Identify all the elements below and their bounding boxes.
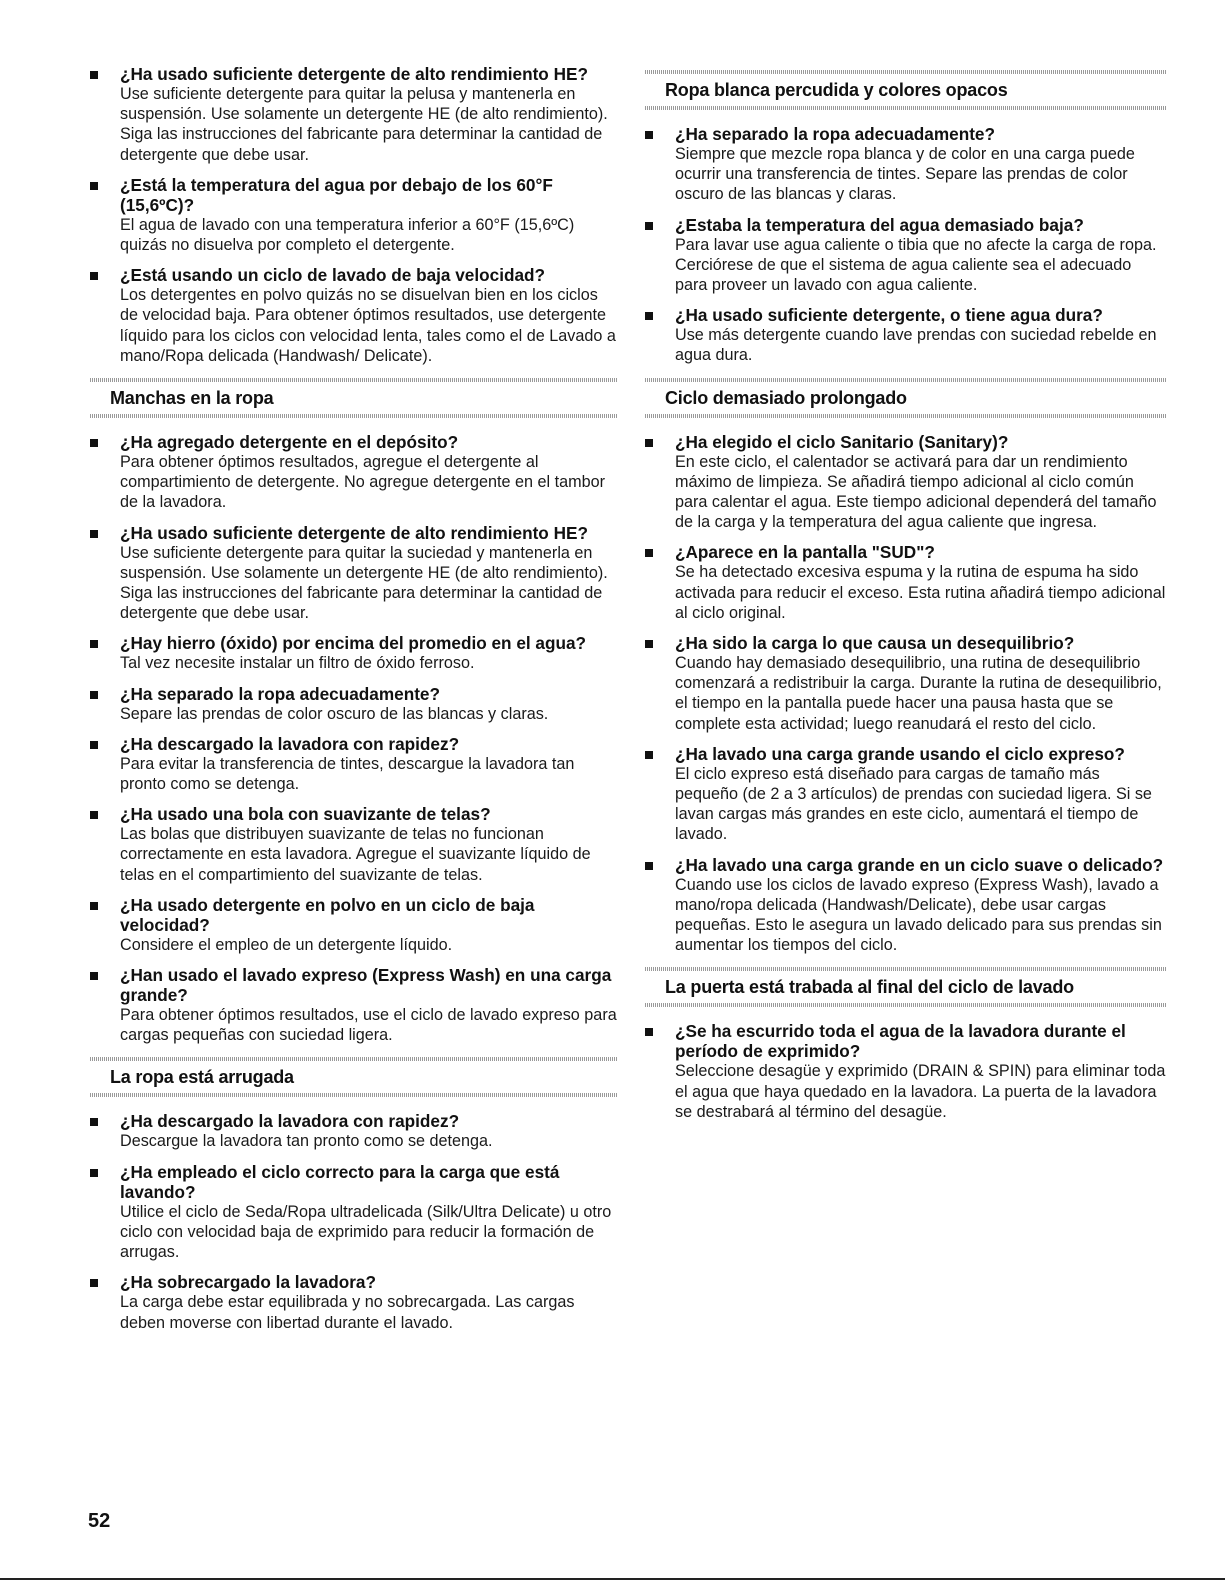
question: ¿Ha elegido el ciclo Sanitario (Sanitary)? xyxy=(675,431,1009,452)
section-divider xyxy=(645,414,1167,418)
section-list xyxy=(90,432,618,1045)
question: ¿Ha empleado el ciclo correcto para la carga que está lavando? xyxy=(120,1161,560,1202)
section-header xyxy=(90,1057,618,1097)
section-divider xyxy=(90,1057,618,1061)
answer: Para lavar use agua caliente o tibia que no afecte la carga de ropa. Cerciórese de que el sistema de agua caliente sea el adecuado para proveer un lavado con agua caliente. xyxy=(675,235,1157,295)
list-item xyxy=(645,633,1167,734)
left-column xyxy=(90,64,618,1343)
section-divider xyxy=(90,378,618,382)
question: ¿Ha sobrecargado la lavadora? xyxy=(120,1272,376,1293)
answer: Use suficiente detergente para quitar la pelusa y mantenerla en suspensión. Use solamente un detergente HE (de alto rendimiento). Siga las instrucciones del fabricante para determinar la cantidad de detergente que debe usar. xyxy=(120,85,608,164)
question: ¿Se ha escurrido toda el agua de la lavadora durante el período de exprimido? xyxy=(675,1021,1126,1062)
question: ¿Han usado el lavado expreso (Express Wash) en una carga grande? xyxy=(120,965,612,1006)
list-item xyxy=(90,633,618,673)
question: ¿Está la temperatura del agua por debajo de los 60°F (15,6ºC)? xyxy=(120,174,553,215)
answer: Para evitar la transferencia de tintes, descargue la lavadora tan pronto como se detenga. xyxy=(120,754,575,794)
bullet-icon xyxy=(645,862,653,870)
section-divider xyxy=(645,106,1167,110)
footer-divider xyxy=(0,1578,1225,1580)
section-divider xyxy=(645,967,1167,971)
answer: Use suficiente detergente para quitar la suciedad y mantenerla en suspensión. Use solamente un detergente HE (de alto rendimiento). Siga las instrucciones del fabricante para determinar la cantidad de detergente que debe usar. xyxy=(120,543,608,623)
answer: Use más detergente cuando lave prendas con suciedad rebelde en agua dura. xyxy=(675,326,1157,365)
question: ¿Estaba la temperatura del agua demasiado baja? xyxy=(675,214,1084,235)
answer: Tal vez necesite instalar un filtro de óxido ferroso. xyxy=(120,654,475,673)
section-title: La ropa está arrugada xyxy=(110,1067,294,1088)
right-column xyxy=(645,70,1167,1132)
list-item xyxy=(645,305,1167,365)
bullet-icon xyxy=(645,549,653,557)
answer: Utilice el ciclo de Seda/Ropa ultradelicada (Silk/Ultra Delicate) u otro ciclo con velocidad baja de exprimido para reducir la formación de arrugas. xyxy=(120,1202,612,1262)
bullet-icon xyxy=(645,1028,653,1036)
section-list xyxy=(90,1111,618,1332)
bullet-icon xyxy=(90,691,98,699)
bullet-icon xyxy=(90,972,98,980)
answer: Para obtener óptimos resultados, use el ciclo de lavado expreso para cargas pequeñas con suciedad ligera. xyxy=(120,1006,617,1045)
question: ¿Ha lavado una carga grande usando el ciclo expreso? xyxy=(675,743,1125,764)
question: ¿Hay hierro (óxido) por encima del promedio en el agua? xyxy=(120,633,587,654)
question: ¿Ha usado detergente en polvo en un ciclo de baja velocidad? xyxy=(120,894,535,935)
section-divider xyxy=(90,414,618,418)
bullet-icon xyxy=(90,71,98,79)
answer: Seleccione desagüe y exprimido (DRAIN & SPIN) para eliminar toda el agua que haya quedado en la lavadora. La puerta de la lavadora se destrabará al término del desagüe. xyxy=(675,1062,1166,1121)
list-item xyxy=(90,432,618,513)
question: ¿Está usando un ciclo de lavado de baja velocidad? xyxy=(120,265,546,286)
list-item xyxy=(645,855,1167,956)
list-item xyxy=(645,432,1167,533)
answer: Descargue la lavadora tan pronto como se detenga. xyxy=(120,1132,493,1151)
bullet-icon xyxy=(90,902,98,910)
section-list xyxy=(645,1021,1167,1122)
list-item xyxy=(90,804,618,885)
bullet-icon xyxy=(645,439,653,447)
question: ¿Ha lavado una carga grande en un ciclo suave o delicado? xyxy=(675,854,1164,875)
question: ¿Ha descargado la lavadora con rapidez? xyxy=(120,1111,460,1132)
answer: Siempre que mezcle ropa blanca y de color en una carga puede ocurrir una transferencia de tintes. Separe las prendas de color oscuro de las blancas y claras. xyxy=(675,145,1135,204)
bullet-icon xyxy=(90,1118,98,1126)
list-item xyxy=(645,124,1167,205)
list-item xyxy=(645,215,1167,296)
section-header xyxy=(645,70,1167,110)
list-item xyxy=(90,965,618,1045)
section-divider xyxy=(90,1093,618,1097)
answer: La carga debe estar equilibrada y no sobrecargada. Las cargas deben moverse con libertad durante el lavado. xyxy=(120,1293,575,1332)
section-header xyxy=(90,378,618,418)
answer: Considere el empleo de un detergente líquido. xyxy=(120,935,453,954)
question: ¿Ha usado suficiente detergente de alto rendimiento HE? xyxy=(120,522,588,543)
list-item xyxy=(90,64,618,165)
bullet-icon xyxy=(90,811,98,819)
section-title: Ciclo demasiado prolongado xyxy=(665,387,907,408)
answer: Los detergentes en polvo quizás no se disuelvan bien en los ciclos de velocidad baja. Para obtener óptimos resultados, use detergente líquido para los ciclos con velocidad lenta, tales como el de Lavado a mano/Ropa delicada (Handwash/ Delicate). xyxy=(120,286,616,365)
section-header xyxy=(645,378,1167,418)
answer: El ciclo expreso está diseñado para cargas de tamaño más pequeño (de 2 a 3 artículos) de prendas con suciedad ligera. Si se lavan cargas más grandes en este ciclo, aumentará el tiempo de lavado. xyxy=(675,764,1152,844)
bullet-icon xyxy=(645,222,653,230)
list-item xyxy=(90,1272,618,1332)
answer: Separe las prendas de color oscuro de las blancas y claras. xyxy=(120,704,549,723)
section-divider xyxy=(645,70,1167,74)
list-item xyxy=(90,734,618,794)
list-item xyxy=(90,684,618,724)
bullet-icon xyxy=(90,182,98,190)
answer: Cuando hay demasiado desequilibrio, una rutina de desequilibrio comenzará a redistribuir la carga. Durante la rutina de desequilibrio, el tiempo en la pantalla puede hacer una pausa hasta que se complete esta actividad; luego reanudará el resto del ciclo. xyxy=(675,654,1162,733)
bullet-icon xyxy=(90,640,98,648)
list-item xyxy=(645,744,1167,845)
list-item xyxy=(90,265,618,366)
bullet-icon xyxy=(645,751,653,759)
section-divider xyxy=(645,378,1167,382)
question: ¿Ha sido la carga lo que causa un desequilibrio? xyxy=(675,633,1075,654)
answer: Las bolas que distribuyen suavizante de telas no funcionan correctamente en esta lavadora. Agregue el suavizante líquido de telas en el compartimiento del suavizante de telas. xyxy=(120,825,591,884)
list-item xyxy=(90,1162,618,1263)
bullet-icon xyxy=(645,312,653,320)
list-item xyxy=(90,1111,618,1151)
question: ¿Ha descargado la lavadora con rapidez? xyxy=(120,733,460,754)
section-title: Ropa blanca percudida y colores opacos xyxy=(665,80,1008,100)
bullet-icon xyxy=(90,741,98,749)
bullet-icon xyxy=(90,530,98,538)
list-item xyxy=(90,895,618,955)
answer: Para obtener óptimos resultados, agregue el detergente al compartimiento de detergente. No agregue detergente en el tambor de la lavadora. xyxy=(120,453,606,512)
question: ¿Ha separado la ropa adecuadamente? xyxy=(120,683,440,704)
bullet-icon xyxy=(90,1169,98,1177)
question: ¿Ha agregado detergente en el depósito? xyxy=(120,432,459,453)
question: ¿Ha usado una bola con suavizante de telas? xyxy=(120,804,491,825)
list-item xyxy=(90,523,618,624)
section-title: La puerta está trabada al final del ciclo de lavado xyxy=(665,977,1074,998)
page-number: 52 xyxy=(88,1510,111,1532)
bullet-icon xyxy=(90,1279,98,1287)
bullet-icon xyxy=(645,131,653,139)
bullet-icon xyxy=(90,272,98,280)
list-item xyxy=(90,175,618,255)
section-header xyxy=(645,967,1167,1007)
answer: Cuando use los ciclos de lavado expreso (Express Wash), lavado a mano/ropa delicada (Handwash/Delicate), debe usar cargas pequeñas. Esto le asegura un lavado delicado para sus prendas sin aumentar los tiempos del ciclo. xyxy=(675,875,1162,955)
question: ¿Ha separado la ropa adecuadamente? xyxy=(675,124,995,144)
question: ¿Ha usado suficiente detergente de alto rendimiento HE? xyxy=(120,64,588,84)
section-divider xyxy=(645,1003,1167,1007)
question: ¿Aparece en la pantalla "SUD"? xyxy=(675,542,935,563)
bullet-icon xyxy=(645,640,653,648)
answer: El agua de lavado con una temperatura inferior a 60°F (15,6ºC) quizás no disuelva por completo el detergente. xyxy=(120,215,575,255)
question: ¿Ha usado suficiente detergente, o tiene agua dura? xyxy=(675,305,1103,326)
section-list xyxy=(645,124,1167,366)
list-item xyxy=(645,542,1167,623)
section-title: Manchas en la ropa xyxy=(110,388,274,409)
intro-list xyxy=(90,64,618,366)
list-item xyxy=(645,1021,1167,1122)
section-list xyxy=(645,432,1167,956)
answer: Se ha detectado excesiva espuma y la rutina de espuma ha sido activada para reducir el exceso. Esta rutina añadirá tiempo adicional al ciclo original. xyxy=(675,563,1166,622)
answer: En este ciclo, el calentador se activará para dar un rendimiento máximo de limpieza. Se añadirá tiempo adicional al ciclo común para calentar el agua. Este tiempo adicional dependerá del tamaño de la carga y la temperatura del agua caliente que ingresa. xyxy=(675,452,1157,532)
bullet-icon xyxy=(90,439,98,447)
